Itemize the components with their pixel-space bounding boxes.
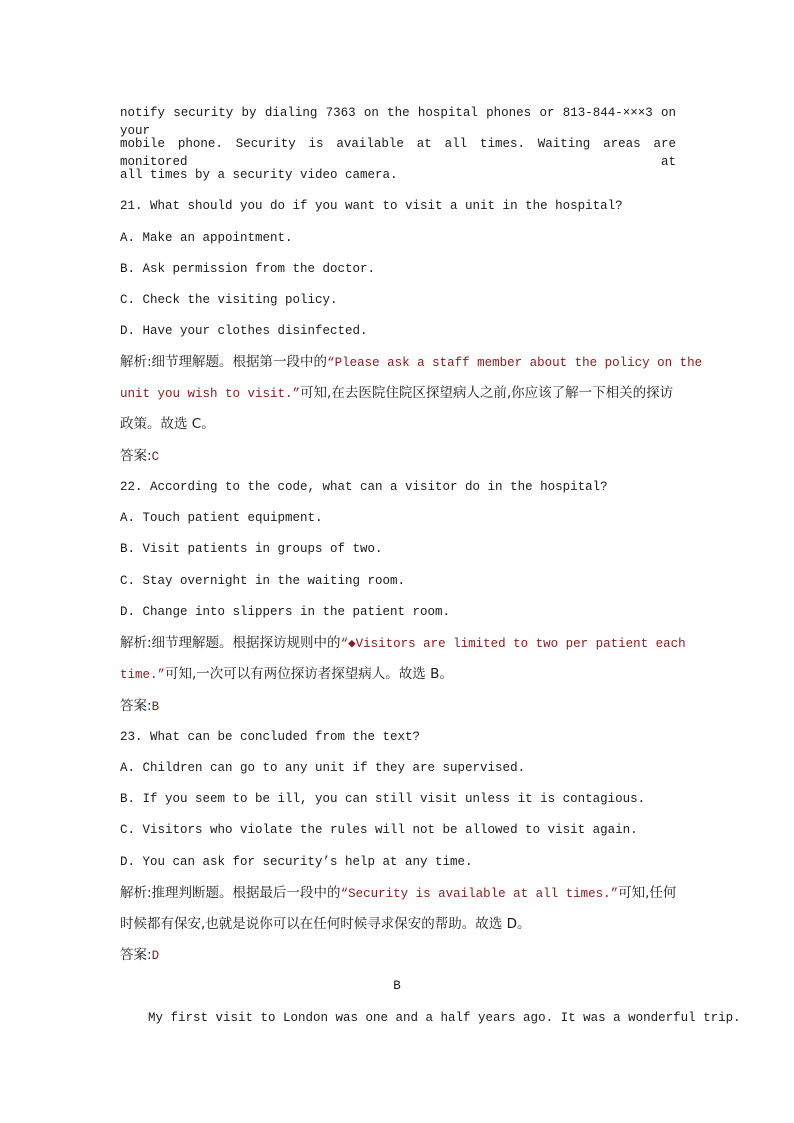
question-21-option-c: C. Check the visiting policy. (120, 293, 338, 307)
question-21-stem: 21. What should you do if you want to visit a unit in the hospital? (120, 199, 623, 213)
question-23-option-a: A. Children can go to any unit if they are supervised. (120, 761, 526, 775)
question-23-option-d: D. You can ask for security’s help at any time. (120, 855, 473, 869)
question-21-analysis-line-2 (120, 384, 676, 403)
analysis-label: 解析:细节理解题。根据第一段中的 (120, 354, 328, 370)
analysis-label: 解析:推理判断题。根据最后一段中的 (120, 885, 341, 901)
question-21-option-a: A. Make an appointment. (120, 231, 293, 245)
intro-line-3: all times by a security video camera. (120, 168, 398, 182)
analysis-quote: “◆Visitors are limited to two per patient each (340, 637, 686, 651)
analysis-text: 可知,在去医院住院区探望病人之前,你应该了解一下相关的探访 (300, 385, 674, 401)
question-22-option-a: A. Touch patient equipment. (120, 511, 323, 525)
answer-label: 答案: (120, 947, 152, 963)
analysis-quote: “Please ask a staff member about the policy on the (327, 356, 703, 370)
intro-line-2: mobile phone. Security is available at all times. Waiting areas are monitored at (120, 137, 676, 169)
question-21-option-b: B. Ask permission from the doctor. (120, 262, 376, 276)
analysis-quote: unit you wish to visit.” (120, 387, 301, 401)
question-21-option-d: D. Have your clothes disinfected. (120, 324, 368, 338)
question-23-answer (120, 946, 676, 965)
question-21-analysis-line-3: 政策。故选 C。 (120, 416, 215, 432)
question-22-stem: 22. According to the code, what can a visitor do in the hospital? (120, 480, 608, 494)
analysis-text: 可知,任何 (618, 885, 677, 901)
question-22-option-b: B. Visit patients in groups of two. (120, 542, 383, 556)
answer-value: C (151, 450, 160, 464)
question-22-analysis-line-2 (120, 665, 676, 684)
answer-label: 答案: (120, 698, 152, 714)
question-23-analysis-line-2: 时候都有保安,也就是说你可以在任何时候寻求保安的帮助。故选 D。 (120, 916, 531, 932)
question-22-analysis-line-1 (120, 634, 686, 653)
answer-value: D (151, 949, 160, 963)
section-heading: B (393, 979, 401, 993)
question-23-analysis-line-1 (120, 884, 676, 903)
analysis-text: 可知,一次可以有两位探访者探望病人。故选 B。 (165, 666, 453, 682)
intro-line-1: notify security by dialing 7363 on the hospital phones or 813-844-×××3 on your (120, 106, 676, 138)
question-22-option-c: C. Stay overnight in the waiting room. (120, 574, 406, 588)
passage-first-line: My first visit to London was one and a half years ago. It was a wonderful trip. (148, 1011, 741, 1025)
question-21-analysis-line-1 (120, 353, 703, 372)
question-23-option-b: B. If you seem to be ill, you can still visit unless it is contagious. (120, 792, 646, 806)
question-22-option-d: D. Change into slippers in the patient room. (120, 605, 451, 619)
analysis-quote: time.” (120, 668, 166, 682)
question-21-answer (120, 447, 676, 466)
analysis-label: 解析:细节理解题。根据探访规则中的 (120, 635, 341, 651)
answer-value: B (151, 700, 160, 714)
question-22-answer (120, 697, 676, 716)
answer-label: 答案: (120, 448, 152, 464)
analysis-quote: “Security is available at all times.” (340, 887, 619, 901)
question-23-stem: 23. What can be concluded from the text? (120, 730, 421, 744)
question-23-option-c: C. Visitors who violate the rules will not be allowed to visit again. (120, 823, 638, 837)
